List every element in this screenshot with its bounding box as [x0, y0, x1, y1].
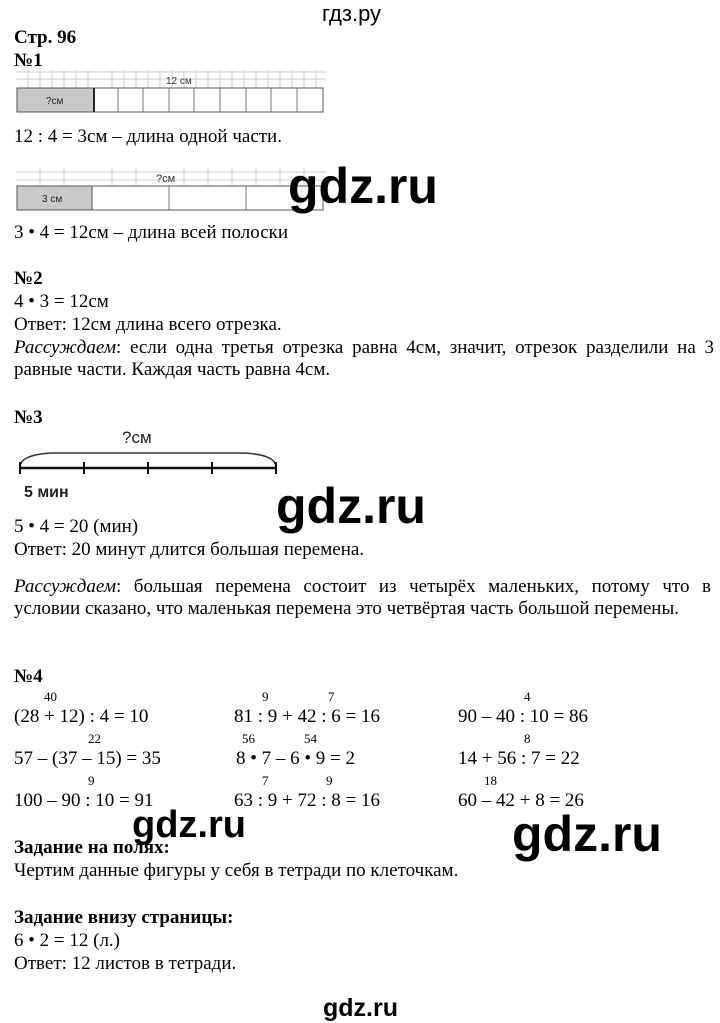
bottom-task-line1: 6 • 2 = 12 (л.) [14, 930, 121, 951]
note: 9 [88, 773, 95, 788]
segment-part-label: 5 мин [24, 484, 69, 501]
margin-task-title: Задание на полях: [14, 837, 170, 858]
expression: 57 – (37 – 15) = 35 [14, 748, 161, 769]
task1-title: №1 [14, 50, 43, 71]
expression: 100 – 90 : 10 = 91 [14, 790, 154, 811]
note: 9 [262, 689, 269, 704]
note: 9 [326, 773, 333, 788]
watermark-4: gdz.ru [512, 806, 662, 862]
task1-line2: 3 • 4 = 12см – длина всей полоски [14, 222, 289, 243]
note: 4 [524, 689, 531, 704]
task3-line1: 5 • 4 = 20 (мин) [14, 516, 139, 537]
expression: 63 : 9 + 72 : 8 = 16 [234, 790, 380, 811]
task3-reasoning [14, 576, 711, 620]
note: 18 [484, 773, 497, 788]
task3-title: №3 [14, 407, 43, 428]
note: 54 [304, 731, 317, 746]
task2-answer: Ответ: 12см длина всего отрезка. [14, 314, 282, 335]
task3-answer: Ответ: 20 минут длится большая перемена. [14, 539, 365, 560]
reason-label: Рассуждаем [14, 576, 116, 597]
expression: 14 + 56 : 7 = 22 [458, 748, 580, 769]
expression: 90 – 40 : 10 = 86 [458, 706, 588, 727]
reason-label: Рассуждаем [14, 337, 116, 358]
strip-diagram-1 [16, 70, 328, 120]
note: 7 [262, 773, 269, 788]
note: 40 [44, 689, 57, 704]
segment-diagram [14, 424, 284, 506]
task2-title: №2 [14, 268, 43, 289]
task2-reasoning [14, 337, 714, 381]
segment-total-label: ?см [122, 428, 152, 447]
task2-line1: 4 • 3 = 12см [14, 291, 109, 312]
note: 8 [524, 731, 531, 746]
reason-text: : большая перемена состоит из четырёх маленьких, потому что в условии сказано, что маленькая перемена это четвёртая часть большой перемены. [14, 576, 711, 619]
strip2-total-label: ?см [156, 173, 176, 185]
note: 7 [328, 689, 335, 704]
note: 22 [88, 731, 101, 746]
strip2-cells [169, 186, 246, 210]
watermark-3: gdz.ru [132, 804, 246, 846]
strip1-total-label: 12 см [166, 76, 192, 87]
note: 56 [242, 731, 255, 746]
page-label: Стр. 96 [14, 27, 77, 48]
task1-line1: 12 : 4 = 3см – длина одной части. [14, 126, 282, 147]
strip2-part-label: 3 см [42, 194, 63, 205]
footer-watermark: gdz.ru [323, 994, 398, 1022]
task4-title: №4 [14, 666, 43, 687]
reason-text: : если одна третья отрезка равна 4см, значит, отрезок разделили на 3 равные части. Каждая часть равна 4см. [14, 337, 714, 380]
expression: 81 : 9 + 42 : 6 = 16 [234, 706, 380, 727]
strip-cells [118, 88, 297, 112]
watermark-1: gdz.ru [288, 158, 438, 214]
strip1-part-label: ?см [46, 96, 64, 107]
watermark-2: gdz.ru [276, 478, 426, 534]
margin-task-text: Чертим данные фигуры у себя в тетради по клеточкам. [14, 860, 459, 881]
expression: (28 + 12) : 4 = 10 [14, 706, 149, 727]
expression: 8 • 7 – 6 • 9 = 2 [236, 748, 356, 769]
bottom-task-answer: Ответ: 12 листов в тетради. [14, 953, 237, 974]
strip-diagram-2 [16, 168, 328, 216]
expression: 60 – 42 + 8 = 26 [458, 790, 584, 811]
header-watermark: гдз.ру [322, 1, 382, 26]
bottom-task-title: Задание внизу страницы: [14, 907, 234, 928]
